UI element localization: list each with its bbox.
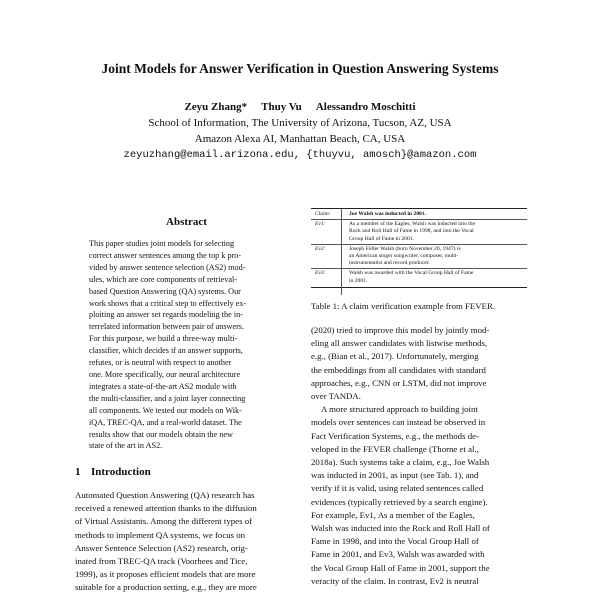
text-line: approaches, e.g., CNN or LSTM, did not improve [311,377,487,388]
text-line: the multi-classifier, and a joint layer connecting [89,393,246,403]
table-row [311,221,527,243]
text-line: terrelated information between pair of answers. [89,322,245,332]
right-column-text [311,324,527,588]
text-line: vided by answer sentence selection (AS2) mod- [89,262,246,272]
text-line: A more structured approach to building joint [321,404,478,415]
text-line: classifier, which decides if an answer supports, [89,346,243,356]
cell-line: instrumentalist and record producer. [349,260,430,267]
text-line: methods to implement QA systems, we focus on [75,529,246,540]
text-line: Fame in 1998, and into the Vocal Group Hall of [311,536,479,547]
table-row [311,270,527,284]
text-line: Answer Sentence Selection (AS2) research, orig- [75,542,248,553]
text-line: received a renewed attention thanks to the diffusion [75,503,257,514]
row-text [349,270,523,284]
text-line: Walsh was inducted into the Rock and Roll Hall of [311,523,490,534]
cell-line: Walsh was awarded with the Vocal Group Hall of Fame [349,270,474,277]
section-heading [75,466,151,478]
cell-line: Rock and Roll Hall of Fame in 1998, and into the Vocal [349,228,474,235]
text-line: was inducted in 2001, as input (see Tab. 1), and [311,470,479,481]
author-name: Alessandro Moschitti [315,101,416,113]
table-row [311,246,527,268]
text-line: For this purpose, we build a three-way multi- [89,334,238,344]
text-line: models over sentences can instead be observed in [311,417,486,428]
text-line: verify if it is valid, using related sentences called [311,483,484,494]
row-label: Ev2: [315,245,326,252]
text-line: refutes, or is neutral with respect to another [89,358,232,368]
row-text [349,246,523,268]
affiliation: Amazon Alexa AI, Manhattan Beach, CA, USA [194,133,406,145]
cell-line: Joe Walsh was inducted in 2001. [349,211,426,217]
text-line: Fact Verification Systems, e.g., the methods de- [311,430,479,441]
section-number: 1 [75,466,81,478]
text-line: integrates a state-of-the-art AS2 module with [89,381,237,391]
row-text [349,221,523,243]
cell-line: in 2001. [349,277,368,284]
text-line: results show that our models obtain the new [89,429,233,439]
text-line: iQA, TREC-QA, and a real-world dataset. The [89,417,242,427]
text-line: 2018a). Such systems take a claim, e.g., Joe Walsh [311,457,490,468]
author-list [0,101,600,113]
text-line: e.g., (Bian et al., 2017). Unfortunately, merging [311,351,479,362]
section-title: Introduction [91,466,151,478]
text-line: suitable for a production setting, e.g., they are more [75,582,257,593]
row-label: Ev1: [315,221,326,228]
text-line: of Virtual Assistants. Among the different types of [75,516,253,527]
table-divider [341,209,342,295]
intro-text [75,489,298,595]
text-line: veracity of the claim. In contrast, Ev2 is neutral [311,575,479,586]
text-line: over TANDA. [311,391,361,402]
cell-line: an American singer songwriter, composer, multi- [349,253,459,260]
text-line: For example, Ev1, As a member of the Eagles, [311,509,475,520]
text-line: This paper studies joint models for selecting [89,239,235,248]
author-emails: zeyuzhang@email.arizona.edu, {thuyvu, amosch}@amazon.com [123,149,477,161]
affiliation: School of Information, The University of Arizona, Tucson, AZ, USA [148,117,452,129]
cell-line: Group Hall of Fame in 2001. [349,235,414,242]
table-row [311,211,527,218]
text-line: correct answer sentences among the top k pro- [89,250,242,260]
text-line: inated from TREC-QA track (Voorhees and Tice, [75,556,248,567]
text-line: all components. We tested our models on Wik- [89,405,242,415]
text-line: eling all answer candidates with listwise methods, [311,338,488,349]
row-text [349,211,523,218]
text-line: the embeddings from all candidates with standard [311,364,486,375]
table-rule [311,244,527,245]
text-line: the Vocal Group Hall of Fame in 2001, support the [311,562,490,573]
text-line: work shows that a critical step to effectively ex- [89,298,247,308]
text-line: (2020) tried to improve this model by jointly mod- [311,325,490,335]
text-line: based Question Answering (QA) systems. Our [89,286,241,296]
paper-title: Joint Models for Answer Verification in Question Answering Systems [101,61,499,76]
abstract-text [89,238,284,452]
author-name: Zeyu Zhang* [184,101,248,113]
text-line: state of the art in AS2. [89,441,163,451]
abstract-heading: Abstract [166,216,207,228]
row-label: Ev3: [315,270,326,277]
text-line: evidences (typically retrieved by a search engine). [311,496,488,507]
text-line: Automated Question Answering (QA) research has [75,490,255,500]
text-line: one. More specifically, our neural architecture [89,369,241,379]
text-line: ploiting an answer set regards modeling the in- [89,310,243,320]
text-line: 1999), as it proposes efficient models that are more [75,569,256,580]
cell-line: Joseph Fidler Walsh (born November 20, 1947) is [349,245,461,252]
text-line: Fame in 2001, and Ev3, Walsh was awarded with [311,549,485,560]
cell-line: As a member of the Eagles, Walsh was inducted into the [349,221,476,228]
text-line: ules, which are core components of retrieval- [89,274,237,284]
row-label: Claim: [315,211,331,217]
text-line: veloped in the FEVER challenge (Thorne et al., [311,443,479,454]
claim-table [311,208,527,288]
author-name: Thuy Vu [261,101,302,113]
table-caption: Table 1: A claim verification example from FEVER. [311,301,496,311]
